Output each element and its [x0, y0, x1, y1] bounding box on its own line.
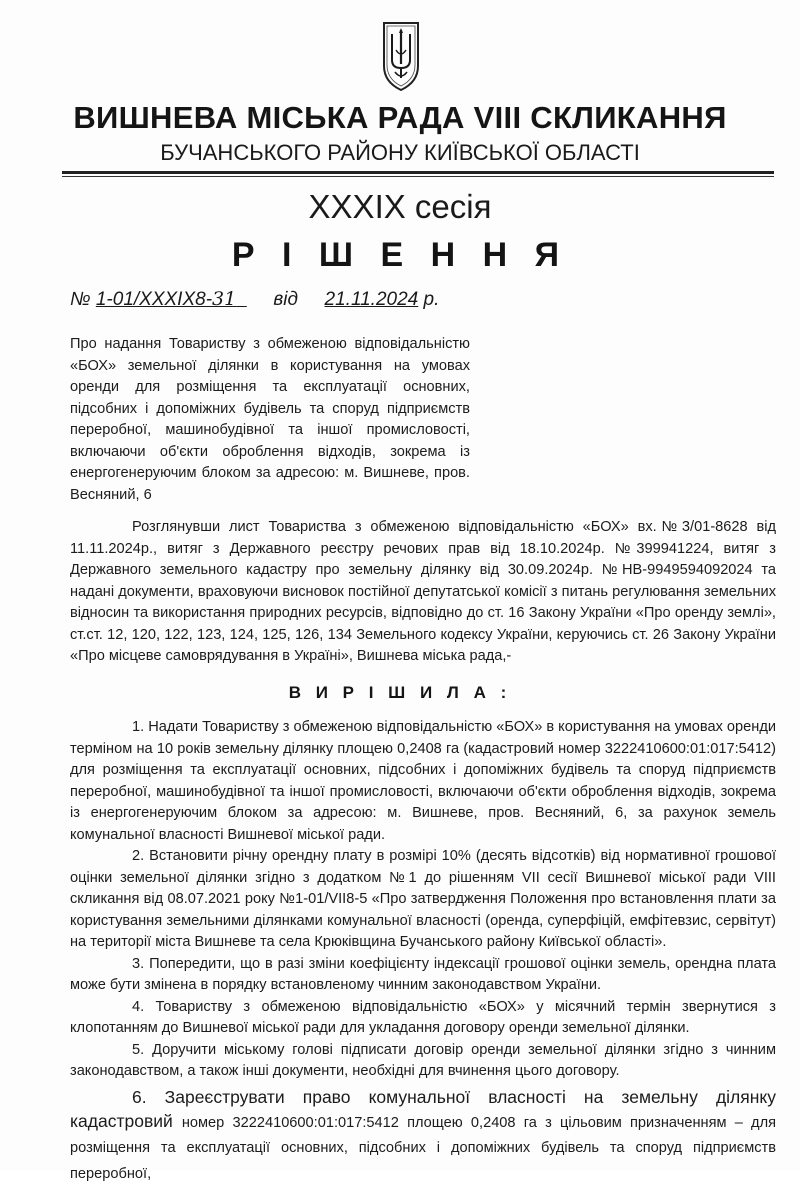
number-prefix: № — [70, 289, 91, 310]
decision-date: 21.11.2024 — [325, 289, 419, 310]
decision-items — [70, 717, 776, 1185]
decision-subject: Про надання Товариству з обмеженою відповідальністю «БОХ» земельної ділянки в користування на умовах оренди для розміщення та експлуатації основних, підсобних і допоміжних будівель та споруд підприємств переробної, машинобудівної та іншої промисловості, включаючи об'єкти оброблення відходів, зокрема із енергогенеруючим блоком за адресою: м. Вишневе, пров. Весняний, 6 — [70, 334, 470, 506]
decision-item-4: 4. Товариству з обмеженою відповідальністю «БОХ» у місячний термін звернутися з клопотанням до Вишневої міської ради для укладання договору оренди земельної ділянки. — [70, 997, 776, 1040]
preamble-paragraph: Розглянувши лист Товариства з обмеженою відповідальністю «БОХ» вх.№3/01-8628 від 11.11.2024р., витяг з Державного реєстру речових прав від 18.10.2024р. №399941224, витяг з Державного земельного кадастру про земельну ділянку від 30.09.2024р. №НВ-9949594092024 та надані документи, враховуючи висновок постійної депутатської комісії з питань регулювання земельних відносин та використання природних ресурсів, відповідно до ст. 16 Закону України «Про оренду землі», ст.ст. 12, 120, 122, 123, 124, 125, 126, 134 Земельного кодексу України, керуючись ст. 26 Закону України «Про місцеве самоврядування в Україні», Вишнева міська рада,- — [70, 517, 776, 668]
date-prefix: від — [273, 289, 298, 310]
decision-item-3: 3. Попередити, що в разі зміни коефіцієнту індексації грошової оцінки земель, орендна плата може бути змінена в порядку встановленому чинним законодавством України. — [70, 954, 776, 997]
decision-item-6-rest: номер 3222410600:01:017:5412 площею 0,2408 га з цільовим призначенням – для розміщення та експлуатації основних, підсобних і допоміжних будівель та споруд підприємств переробної, — [70, 1115, 776, 1182]
date-suffix: р. — [424, 289, 440, 310]
decision-number-handwritten: 31 — [212, 288, 236, 310]
session-title: XXXIX сесія — [0, 188, 800, 226]
decision-item-5: 5. Доручити міському голові підписати договір оренди земельної ділянки згідно з чинним законодавством, а також інші документи, необхідні для вчинення цього договору. — [70, 1040, 776, 1083]
council-title: ВИШНЕВА МІСЬКА РАДА VIII СКЛИКАННЯ — [0, 100, 800, 136]
council-subtitle: БУЧАНСЬКОГО РАЙОНУ КИЇВСЬКОЇ ОБЛАСТІ — [0, 140, 800, 166]
trident-coat-of-arms-icon — [381, 20, 421, 92]
decision-item-1: 1. Надати Товариству з обмеженою відповідальністю «БОХ» в користування на умовах оренди терміном на 10 років земельну ділянку площею 0,2408 га (кадастровий номер 3222410600:01:017:5412) для розміщення та експлуатації основних, підсобних і допоміжних будівель та споруд підприємств переробної, машинобудівної та іншої промисловості, включаючи об'єкти оброблення відходів, зокрема із енергогенеруючим блоком за адресою: м. Вишневе, пров. Весняний, 6, за рахунок земель комунальної власності Вишневої міської ради. — [70, 717, 776, 846]
header-divider-thick — [62, 171, 774, 174]
decision-number-printed: 1-01/XXXIX8- — [96, 289, 212, 310]
resolved-heading: В И Р І Ш И Л А : — [0, 683, 800, 703]
decision-title: Р І Ш Е Н Н Я — [0, 236, 800, 275]
decision-number-line — [70, 288, 439, 311]
decision-item-2: 2. Встановити річну орендну плату в розмірі 10% (десять відсотків) від нормативної грошової оцінки земельної ділянки згідно з додатком №1 до рішенням VII сесії Вишневої міської ради VIII скликання від 08.07.2021 року №1-01/VII8-5 «Про затвердження Положення про встановлення плати за користування земельними ділянками комунальної власності (оренда, суперфіцій, емфітевзис, сервітут) на території міста Вишневе та села Крюківщина Бучанського району Київської області». — [70, 846, 776, 954]
decision-item-6-lead: 6. Зареєструвати право комунальної власності на земельну ділянку кадастровий — [70, 1087, 776, 1131]
header-divider-thin — [62, 176, 774, 177]
decision-item-6 — [70, 1085, 776, 1185]
decision-number — [96, 289, 247, 310]
